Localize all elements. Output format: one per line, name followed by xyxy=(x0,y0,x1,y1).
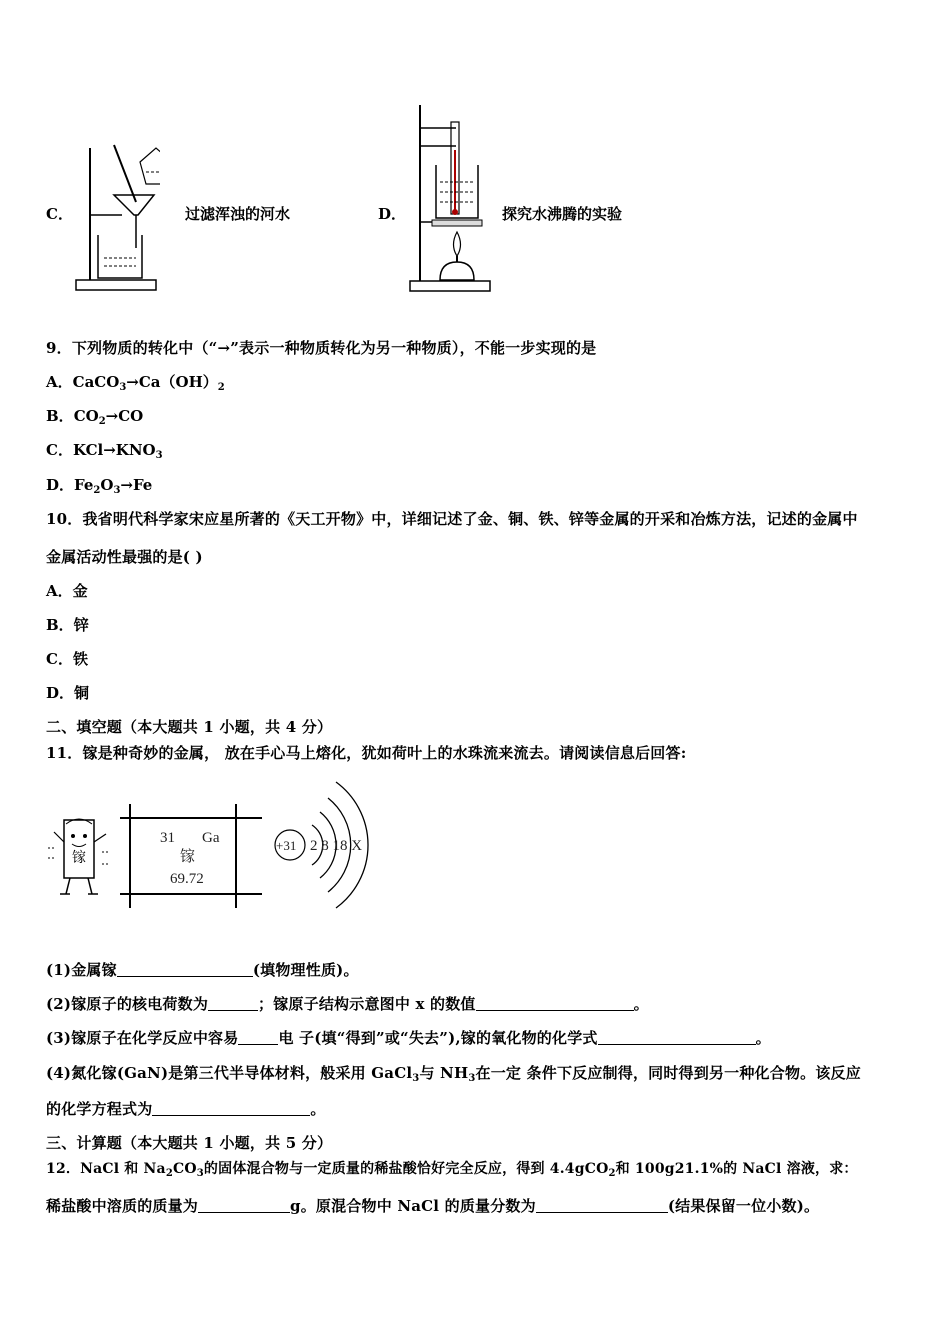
element-name: 镓 xyxy=(180,849,196,865)
q9-option-a xyxy=(46,371,225,393)
option-text: →CO xyxy=(105,407,144,425)
q12-text: 稀盐酸中溶质的质量为 xyxy=(46,1197,199,1215)
subscript: 3 xyxy=(155,450,163,461)
answer-blank[interactable] xyxy=(152,1100,310,1116)
atomic-mass: 69.72 xyxy=(170,871,204,887)
q12-text: 12．NaCl 和 Na xyxy=(46,1161,166,1177)
q11-part4-text: 在一定 条件下反应制得，同时得到另一种化合物。该反应 xyxy=(475,1064,861,1082)
option-text: 铜 xyxy=(74,684,90,702)
subscript: 2 xyxy=(165,1168,173,1179)
q11-part3-text: (3)镓原子在化学反应中容易 xyxy=(46,1029,239,1047)
option-label: D． xyxy=(46,476,75,494)
q11-part3-text-mid: 电 子(填“得到”或“失去”),镓的氧化物的化学式 xyxy=(278,1029,598,1047)
q11-part2-text-end: 。 xyxy=(633,995,649,1013)
q10-option-a xyxy=(46,580,88,601)
cartoon-character: 镓 xyxy=(72,851,86,866)
boiling-water-apparatus-figure xyxy=(406,100,496,295)
option-text: 铁 xyxy=(72,650,88,668)
answer-blank[interactable] xyxy=(198,1197,290,1213)
q10-option-d xyxy=(46,682,89,703)
option-label: D． xyxy=(46,684,75,702)
q10-stem-line1: 10．我省明代科学家宋应星所著的《天工开物》中，详细记述了金、铜、铁、锌等金属的开采和冶炼方法，记述的金属中 xyxy=(46,510,858,528)
option-text: 锌 xyxy=(73,616,89,634)
subscript: 3 xyxy=(468,1073,476,1084)
subscript: 2 xyxy=(217,382,225,393)
gallium-cartoon-figure xyxy=(44,812,116,902)
q11-part4-text: 与 NH xyxy=(419,1064,469,1082)
q12-text: g。原混合物中 NaCl 的质量分数为 xyxy=(290,1197,536,1215)
q11-part1-text-end: (填物理性质)。 xyxy=(252,961,359,979)
section-2-title: 二、填空题（本大题共 1 小题，共 4 分） xyxy=(46,718,333,736)
answer-blank[interactable] xyxy=(208,995,258,1011)
option-label: B． xyxy=(46,616,74,634)
answer-blank[interactable] xyxy=(117,961,253,977)
option-text: →Ca（OH） xyxy=(126,373,218,391)
q12-line1 xyxy=(46,1158,858,1179)
option-text: 金 xyxy=(72,582,88,600)
atomic-number: 31 xyxy=(160,830,175,846)
q12-text: CO xyxy=(173,1161,197,1177)
q11-part2-text: (2)镓原子的核电荷数为 xyxy=(46,995,209,1013)
q9-option-b xyxy=(46,405,143,427)
q11-part2-text-mid: ；镓原子结构示意图中 x 的数值 xyxy=(258,995,476,1013)
element-cell-figure xyxy=(120,802,262,910)
option-text: Fe xyxy=(74,476,94,494)
electron-shells: 2 8 18 X xyxy=(310,838,363,854)
subscript: 3 xyxy=(113,485,121,496)
q9-option-d xyxy=(46,474,152,496)
answer-blank[interactable] xyxy=(476,995,634,1011)
subscript: 3 xyxy=(196,1168,204,1179)
q12-line2 xyxy=(46,1195,819,1216)
q11-part4-text: 的化学方程式为 xyxy=(46,1100,153,1118)
q8-option-d-label: D． xyxy=(378,205,407,223)
q9-stem: 9．下列物质的转化中（“→”表示一种物质转化为另一种物质），不能一步实现的是 xyxy=(46,339,597,357)
q9-option-c xyxy=(46,439,163,461)
q12-text: (结果保留一位小数)。 xyxy=(667,1197,820,1215)
q12-text: 的固体混合物与一定质量的稀盐酸恰好完全反应，得到 4.4gCO xyxy=(203,1161,609,1177)
atomic-structure-figure xyxy=(268,770,388,920)
section-3-title: 三、计算题（本大题共 1 小题，共 5 分） xyxy=(46,1134,333,1152)
option-label: A． xyxy=(46,582,73,600)
q11-part4-text-end: 。 xyxy=(310,1100,326,1118)
option-label: C． xyxy=(46,441,73,459)
subscript: 2 xyxy=(98,416,106,427)
subscript: 2 xyxy=(608,1168,616,1179)
option-label: C． xyxy=(46,650,73,668)
q11-part4-line2 xyxy=(46,1098,326,1119)
nucleus-charge: +31 xyxy=(276,838,297,853)
q8-option-c-label: C． xyxy=(46,205,73,223)
q11-stem: 11．镓是种奇妙的金属， 放在手心马上熔化，犹如荷叶上的水珠流来流去。请阅读信息后回答: xyxy=(46,744,687,762)
option-text: KCl→KNO xyxy=(72,441,156,459)
subscript: 3 xyxy=(119,382,127,393)
answer-blank[interactable] xyxy=(598,1029,756,1045)
q8-option-d-caption: 探究水沸腾的实验 xyxy=(502,205,623,223)
q11-part1-text: (1)金属镓 xyxy=(46,961,117,979)
answer-blank[interactable] xyxy=(238,1029,278,1045)
q11-part3-text-end: 。 xyxy=(755,1029,771,1047)
q12-text: 和 100g21.1%的 NaCl 溶液，求： xyxy=(615,1161,858,1177)
q10-stem-line2: 金属活动性最强的是( ) xyxy=(46,548,203,566)
q10-option-b xyxy=(46,614,89,635)
answer-blank[interactable] xyxy=(536,1197,668,1213)
subscript: 2 xyxy=(93,485,101,496)
option-text: CaCO xyxy=(72,373,120,391)
option-label: A． xyxy=(46,373,73,391)
option-text: →Fe xyxy=(120,476,153,494)
q11-part2 xyxy=(46,993,649,1014)
subscript: 3 xyxy=(412,1073,420,1084)
q10-option-c xyxy=(46,648,88,669)
option-text: O xyxy=(100,476,114,494)
q11-part4-text: (4)氮化镓(GaN)是第三代半导体材料，般采用 GaCl xyxy=(46,1064,413,1082)
q11-part1 xyxy=(46,959,359,980)
element-symbol: Ga xyxy=(202,830,220,846)
q8-option-c-caption: 过滤浑浊的河水 xyxy=(185,205,291,223)
filtration-apparatus-figure xyxy=(74,140,160,295)
option-text: CO xyxy=(73,407,99,425)
option-label: B． xyxy=(46,407,74,425)
q11-part3 xyxy=(46,1027,771,1048)
q11-part4-line1 xyxy=(46,1062,861,1084)
